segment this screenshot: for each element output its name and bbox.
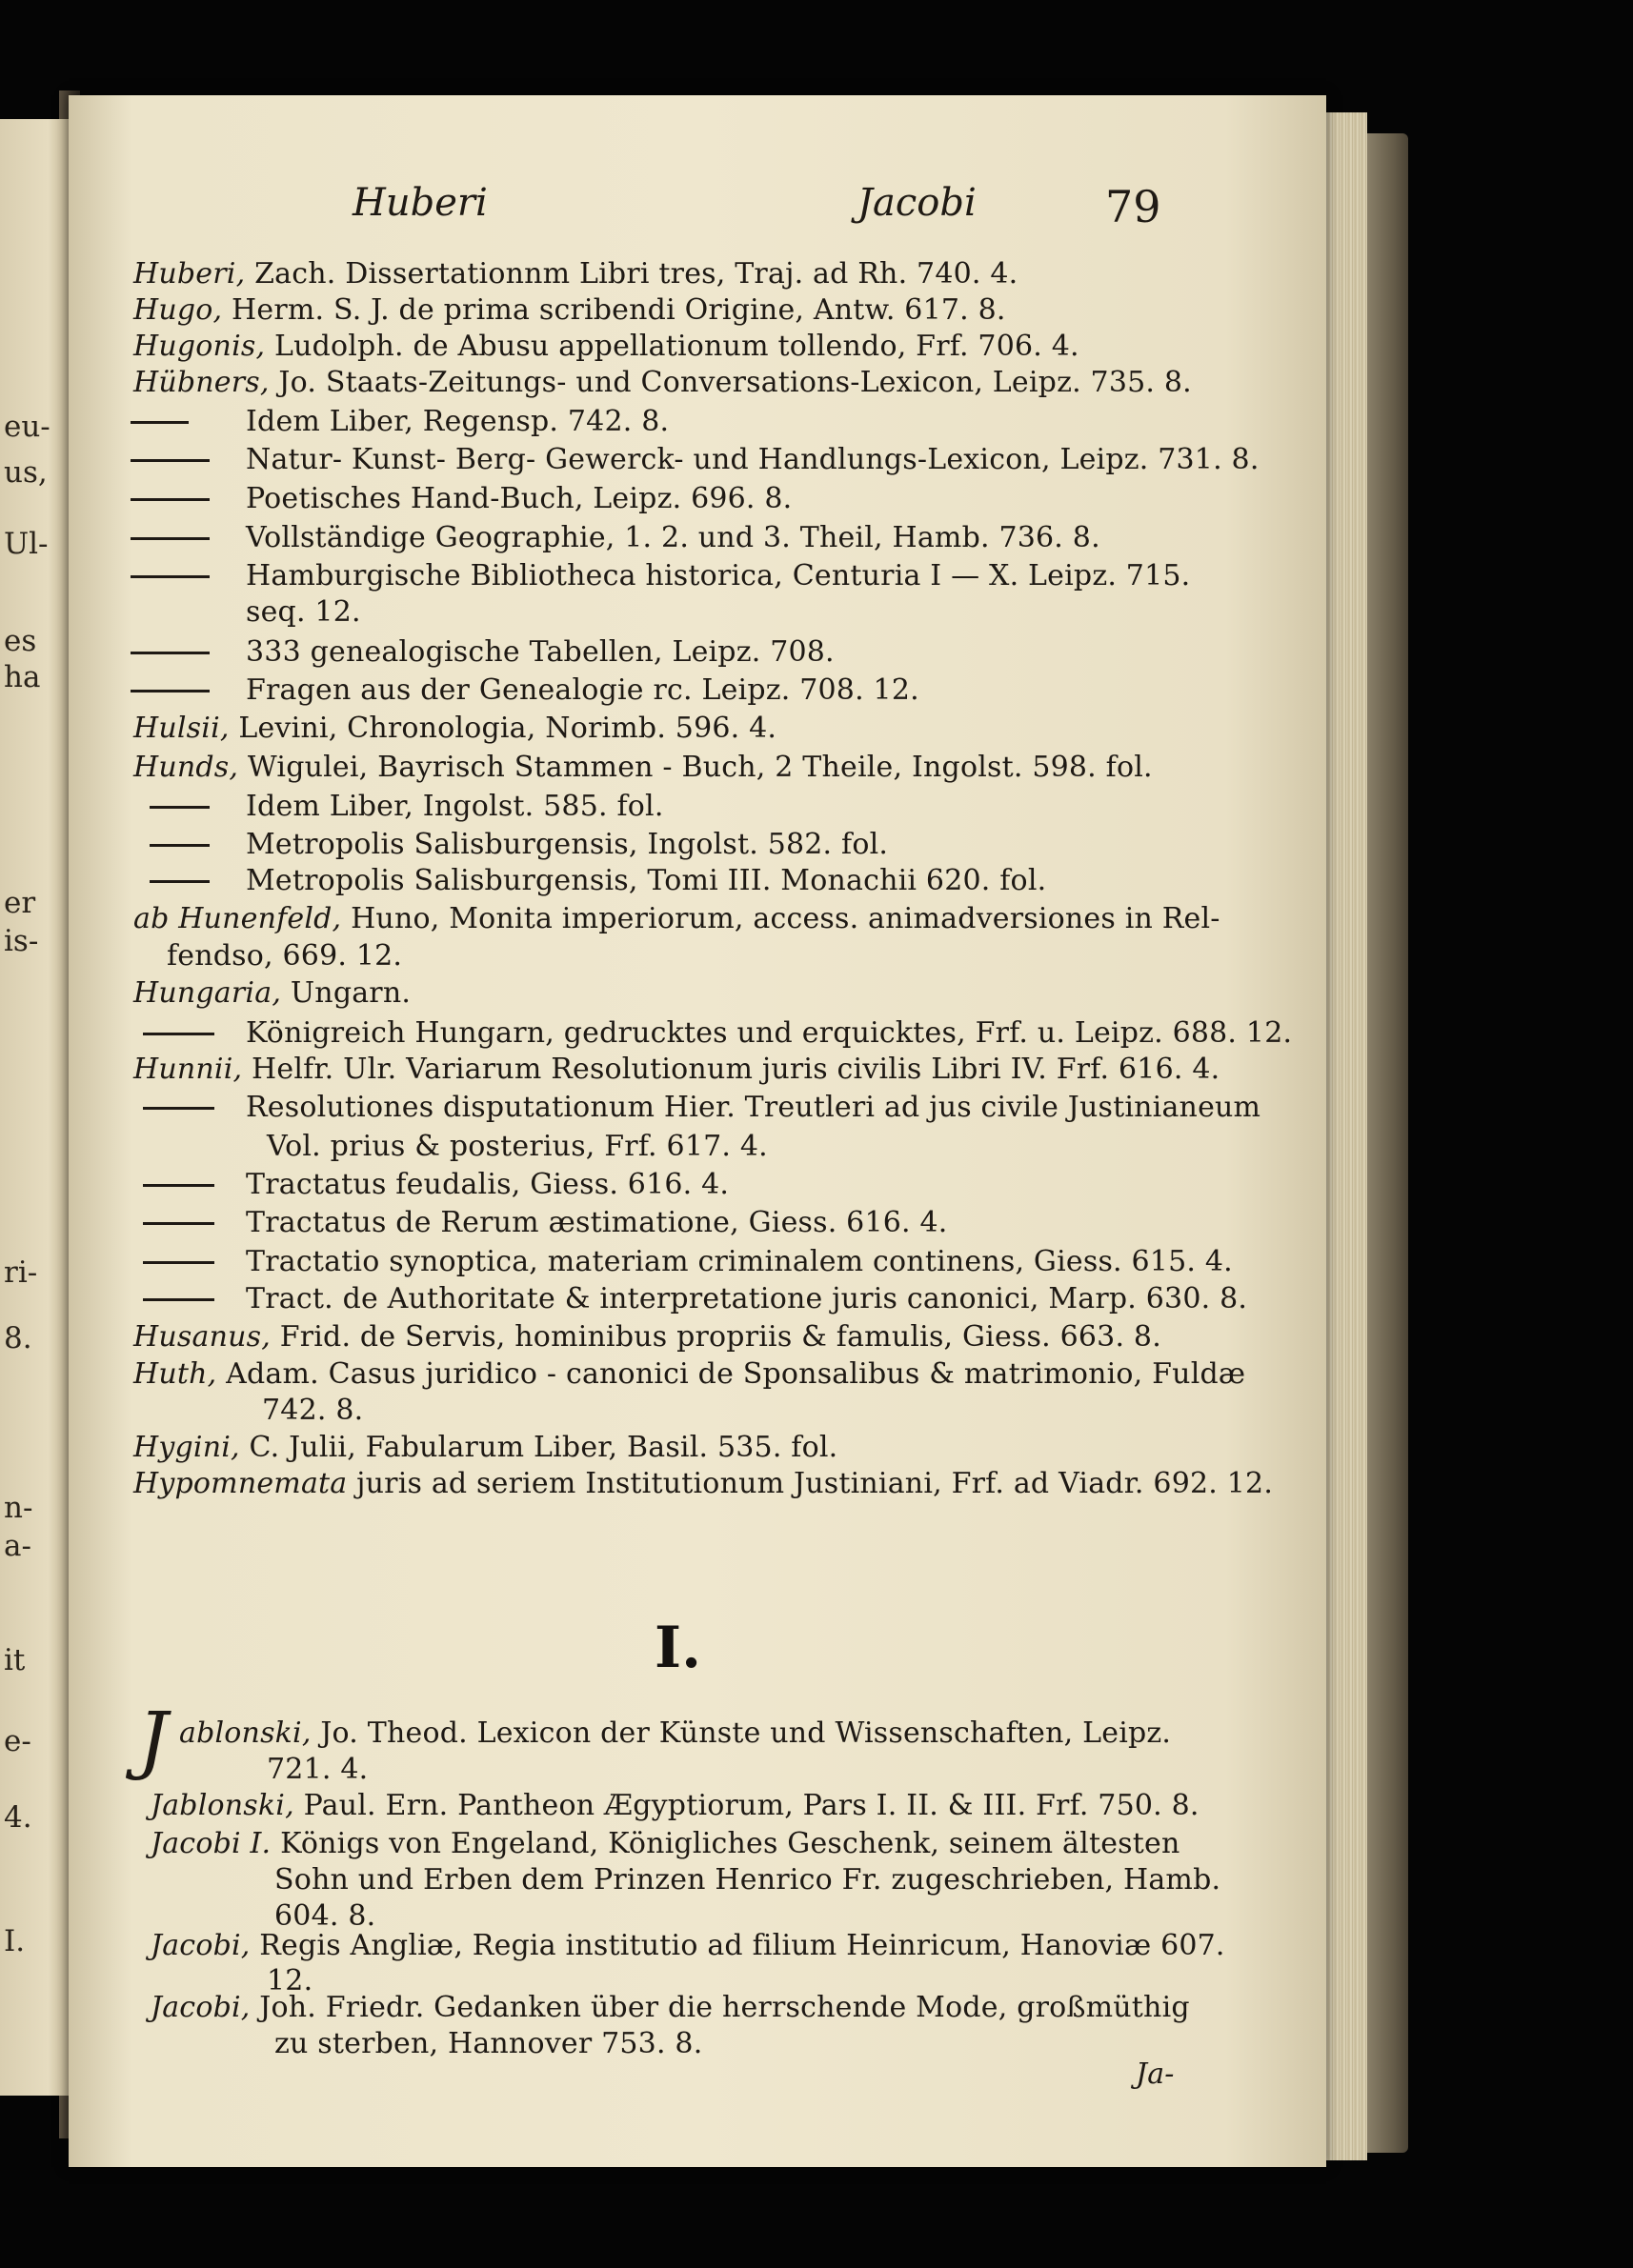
entry-text: Tractatus feudalis, Giess. 616. 4.	[246, 1168, 730, 1201]
entry-text: seq. 12.	[246, 595, 361, 629]
entry-line	[246, 1016, 1292, 1050]
entry-head: Hulsii,	[133, 712, 230, 745]
entry-text: 12.	[267, 1964, 313, 1997]
entry-head: Hunnii,	[133, 1053, 243, 1086]
left-margin-text: e-	[4, 1724, 31, 1758]
ditto-dash	[131, 498, 210, 501]
entry-line	[133, 1467, 1273, 1500]
entry-text: zu sterben, Hannover 753. 8.	[274, 2027, 703, 2060]
entry-line	[246, 482, 792, 515]
entry-head: Hugonis,	[133, 330, 266, 363]
running-head-left: Huberi	[353, 181, 488, 225]
entry-text: Sohn und Erben dem Prinzen Henrico Fr. zugeschrieben, Hamb.	[274, 1863, 1221, 1897]
entry-line	[133, 712, 776, 745]
entry-text: 333 genealogische Tabellen, Leipz. 708.	[246, 635, 835, 669]
running-head-center: Jacobi	[857, 181, 977, 225]
entry-text: Tractatio synoptica, materiam criminalem continens, Giess. 615. 4.	[246, 1245, 1233, 1278]
entry-line	[262, 1394, 363, 1427]
left-margin-text: Ul-	[4, 527, 49, 561]
entry-head: ab Hunenfeld,	[133, 902, 342, 935]
entry-text: Jo. Staats-Zeitungs- und Conversations-Lexicon, Leipz. 735. 8.	[278, 366, 1192, 399]
entry-head: Jacobi I.	[151, 1827, 272, 1860]
initial-letter: J	[138, 1697, 169, 1783]
entry-line	[133, 330, 1079, 363]
entry-text: Vol. prius & posterius, Frf. 617. 4.	[267, 1130, 768, 1163]
ditto-dash	[131, 459, 210, 462]
entry-text: Levini, Chronologia, Norimb. 596. 4.	[238, 712, 777, 745]
left-margin-text: I.	[4, 1924, 26, 1958]
ditto-dash	[131, 575, 210, 578]
page-number: 79	[1105, 181, 1161, 232]
entry-text: Metropolis Salisburgensis, Tomi III. Monachii 620. fol.	[246, 864, 1047, 897]
entry-text: Idem Liber, Ingolst. 585. fol.	[246, 790, 664, 823]
ditto-dash	[143, 1261, 214, 1264]
left-margin-text: n-	[4, 1491, 33, 1525]
entry-line	[246, 595, 361, 629]
entry-text: Regis Angliæ, Regia institutio ad filium Heinricum, Hanoviæ 607.	[259, 1929, 1225, 1962]
entry-line	[133, 257, 1018, 291]
entry-line	[151, 1827, 1179, 1860]
entry-head: Hugo,	[133, 293, 223, 327]
ditto-dash	[131, 690, 210, 692]
entry-line	[246, 1206, 948, 1239]
entry-line	[246, 1091, 1260, 1124]
ditto-dash	[143, 1107, 214, 1110]
ditto-dash	[143, 1184, 214, 1187]
left-margin-text: er	[4, 886, 36, 920]
entry-head: Jacobi,	[151, 1929, 251, 1962]
left-margin-text: us,	[4, 455, 48, 490]
entry-text: Natur- Kunst- Berg- Gewerck- und Handlungs-Lexicon, Leipz. 731. 8.	[246, 443, 1260, 476]
entry-text: Idem Liber, Regensp. 742. 8.	[246, 405, 670, 438]
entry-text: Helfr. Ulr. Variarum Resolutionum juris civilis Libri IV. Frf. 616. 4.	[252, 1053, 1220, 1086]
entry-text: Tract. de Authoritate & interpretatione juris canonici, Marp. 630. 8.	[246, 1282, 1248, 1315]
entry-head: Hunds,	[133, 751, 239, 784]
entry-line	[274, 1863, 1220, 1897]
entry-text: Resolutiones disputationum Hier. Treutleri ad jus civile Justinianeum	[246, 1091, 1261, 1124]
entry-head: ablonski,	[179, 1716, 312, 1750]
entry-line	[133, 293, 1006, 327]
entry-head: Hypomnemata	[133, 1467, 348, 1500]
left-margin-text: es	[4, 624, 37, 658]
entry-line	[133, 366, 1192, 399]
entry-text: 604. 8.	[274, 1899, 376, 1933]
entry-text: 742. 8.	[262, 1394, 364, 1427]
entry-line	[274, 1899, 375, 1933]
entry-text: Metropolis Salisburgensis, Ingolst. 582. fol.	[246, 828, 889, 861]
entry-text: fendso, 669. 12.	[167, 939, 403, 973]
entry-text: Königs von Engeland, Königliches Geschenk, seinem ältesten	[280, 1827, 1180, 1860]
entry-line	[151, 1991, 1190, 2024]
entry-line	[151, 1929, 1225, 1962]
ditto-dash	[150, 880, 210, 883]
entry-text: Vollständige Geographie, 1. 2. und 3. Theil, Hamb. 736. 8.	[246, 521, 1100, 554]
entry-line	[179, 1716, 1171, 1750]
ditto-dash	[131, 537, 210, 540]
ditto-dash	[143, 1298, 214, 1301]
entry-head: Husanus,	[133, 1320, 271, 1354]
entry-line	[246, 443, 1260, 476]
entry-text: Paul. Ern. Pantheon Ægyptiorum, Pars I. II. & III. Frf. 750. 8.	[303, 1789, 1200, 1822]
entry-text: Ludolph. de Abusu appellationum tollendo, Frf. 706. 4.	[273, 330, 1079, 363]
entry-text: Tractatus de Rerum æstimatione, Giess. 616. 4.	[246, 1206, 948, 1239]
entry-line	[246, 521, 1100, 554]
ditto-dash	[143, 1033, 214, 1035]
left-margin-text: a-	[4, 1529, 31, 1563]
ditto-dash	[150, 806, 210, 809]
page-edges	[1320, 112, 1367, 2160]
entry-text: C. Julii, Fabularum Liber, Basil. 535. fol.	[249, 1431, 838, 1464]
entry-head: Huth,	[133, 1357, 217, 1391]
left-margin-text: ri-	[4, 1255, 38, 1290]
entry-line	[133, 1357, 1245, 1391]
entry-line	[167, 939, 402, 973]
entry-head: Jacobi,	[151, 1991, 251, 2024]
entry-line	[246, 828, 888, 861]
ditto-dash	[150, 844, 210, 847]
entry-text: Hamburgische Bibliotheca historica, Centuria I — X. Leipz. 715.	[246, 559, 1191, 592]
entry-line	[267, 1753, 368, 1786]
entry-line	[246, 1168, 729, 1201]
entry-line	[246, 635, 835, 669]
entry-line	[274, 2027, 702, 2060]
entry-line	[246, 1282, 1247, 1315]
entry-text: Frid. de Servis, hominibus propriis & famulis, Giess. 663. 8.	[279, 1320, 1161, 1354]
left-margin-text: 4.	[4, 1800, 32, 1835]
ditto-dash	[131, 421, 189, 424]
entry-line	[133, 1320, 1161, 1354]
left-margin-text: eu-	[4, 410, 50, 444]
entry-text: Fragen aus der Genealogie rc. Leipz. 708. 12.	[246, 673, 919, 707]
entry-text: Ungarn.	[290, 976, 412, 1010]
ditto-dash	[143, 1222, 214, 1225]
entry-line	[133, 751, 1153, 784]
entry-line	[246, 864, 1046, 897]
entry-line	[133, 1431, 837, 1464]
entry-line	[246, 405, 669, 438]
entry-text: Huno, Monita imperiorum, access. animadversiones in Rel-	[351, 902, 1220, 935]
entry-text: Jo. Theod. Lexicon der Künste und Wissenschaften, Leipz.	[320, 1716, 1172, 1750]
entry-head: Hygini,	[133, 1431, 240, 1464]
entry-text: Poetisches Hand-Buch, Leipz. 696. 8.	[246, 482, 793, 515]
section-letter: I.	[655, 1615, 701, 1681]
entry-text: Joh. Friedr. Gedanken über die herrschende Mode, großmüthig	[259, 1991, 1190, 2024]
entry-text: Adam. Casus juridico - canonici de Sponsalibus & matrimonio, Fuldæ	[226, 1357, 1246, 1391]
entry-head: Hungaria,	[133, 976, 282, 1010]
catchword: Ja-	[1136, 2057, 1175, 2091]
ditto-dash	[131, 652, 210, 654]
entry-text: Wigulei, Bayrisch Stammen - Buch, 2 Theile, Ingolst. 598. fol.	[247, 751, 1153, 784]
entry-line	[246, 673, 919, 707]
entry-line	[133, 976, 411, 1010]
entry-line	[246, 559, 1190, 592]
entry-line	[133, 1053, 1220, 1086]
entry-head: Hübners,	[133, 366, 270, 399]
left-margin-text: ha	[4, 660, 41, 694]
entry-text: Königreich Hungarn, gedrucktes und erquicktes, Frf. u. Leipz. 688. 12.	[246, 1016, 1293, 1050]
left-margin-text: is-	[4, 924, 39, 958]
entry-line	[267, 1130, 768, 1163]
entry-head: Jablonski,	[151, 1789, 294, 1822]
entry-line	[246, 1245, 1233, 1278]
entry-head: Huberi,	[133, 257, 246, 291]
left-margin-text: it	[4, 1643, 26, 1677]
left-page-fragment	[0, 119, 69, 2096]
entry-text: Zach. Dissertationnm Libri tres, Traj. ad Rh. 740. 4.	[254, 257, 1018, 291]
left-margin-text: 8.	[4, 1321, 32, 1355]
entry-text: Herm. S. J. de prima scribendi Origine, Antw. 617. 8.	[232, 293, 1006, 327]
entry-line	[133, 902, 1220, 935]
entry-text: juris ad seriem Institutionum Justiniani, Frf. ad Viadr. 692. 12.	[356, 1467, 1274, 1500]
entry-line	[246, 790, 664, 823]
entry-text: 721. 4.	[267, 1753, 369, 1786]
entry-line	[151, 1789, 1200, 1822]
